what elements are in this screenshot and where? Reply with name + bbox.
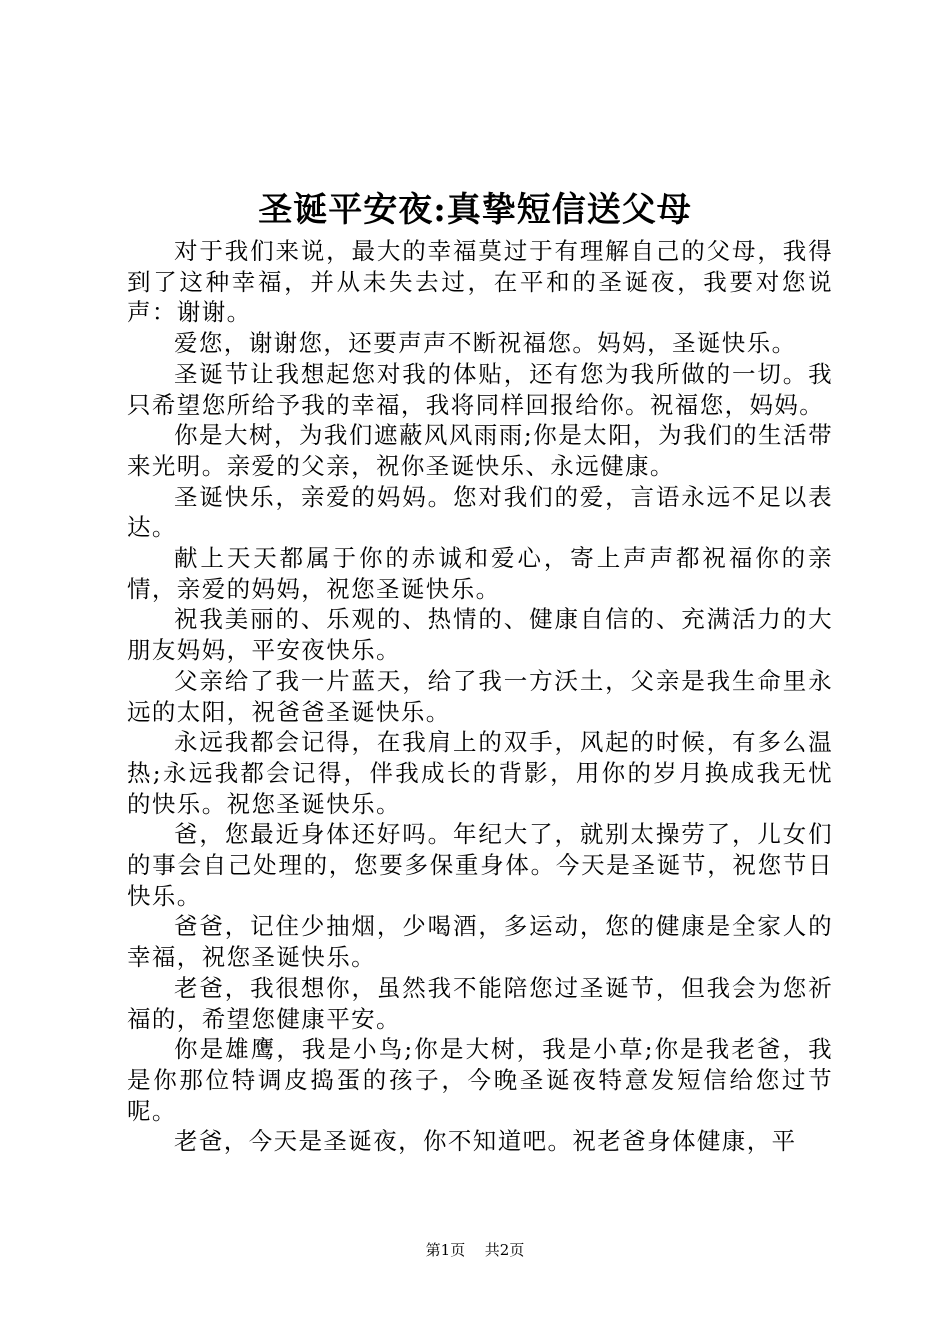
paragraph: 爸爸，记住少抽烟，少喝酒，多运动，您的健康是全家人的幸福，祝您圣诞快乐。: [127, 912, 833, 972]
paragraph: 对于我们来说，最大的幸福莫过于有理解自己的父母，我得到了这种幸福，并从未失去过，在平和的圣诞夜，我要对您说声：谢谢。: [127, 237, 833, 327]
paragraph: 你是雄鹰，我是小鸟;你是大树，我是小草;你是我老爸，我是你那位特调皮捣蛋的孩子，今晚圣诞夜特意发短信给您过节呢。: [127, 1035, 833, 1125]
paragraph: 圣诞快乐，亲爱的妈妈。您对我们的爱，言语永远不足以表达。: [127, 482, 833, 542]
page-footer: [0, 1240, 950, 1260]
paragraph: 父亲给了我一片蓝天，给了我一方沃土，父亲是我生命里永远的太阳，祝爸爸圣诞快乐。: [127, 666, 833, 726]
paragraph: 祝我美丽的、乐观的、热情的、健康自信的、充满活力的大朋友妈妈，平安夜快乐。: [127, 605, 833, 665]
page-number-total: 共2页: [484, 1241, 525, 1259]
paragraph: 献上天天都属于你的赤诚和爱心，寄上声声都祝福你的亲情，亲爱的妈妈，祝您圣诞快乐。: [127, 544, 833, 603]
page-number-current: 第1页: [425, 1241, 466, 1259]
paragraph: 永远我都会记得，在我肩上的双手，风起的时候，有多么温热;永远我都会记得，伴我成长的背影，用你的岁月换成我无忧的快乐。祝您圣诞快乐。: [127, 728, 833, 818]
paragraph: 老爸，我很想你，虽然我不能陪您过圣诞节，但我会为您祈福的，希望您健康平安。: [127, 973, 833, 1033]
paragraph: 爸，您最近身体还好吗。年纪大了，就别太操劳了，儿女们的事会自己处理的，您要多保重身体。今天是圣诞节，祝您节日快乐。: [127, 820, 833, 910]
document-body: [127, 236, 833, 1157]
paragraph: 圣诞节让我想起您对我的体贴，还有您为我所做的一切。我只希望您所给予我的幸福，我将同样回报给你。祝福您，妈妈。: [127, 359, 833, 419]
paragraph: 你是大树，为我们遮蔽风风雨雨;你是太阳，为我们的生活带来光明。亲爱的父亲，祝你圣诞快乐、永远健康。: [127, 421, 833, 480]
document-title: 圣诞平安夜:真挚短信送父母: [258, 190, 692, 230]
paragraph: 爱您，谢谢您，还要声声不断祝福您。妈妈，圣诞快乐。: [174, 329, 797, 358]
paragraph: 老爸，今天是圣诞夜，你不知道吧。祝老爸身体健康，平: [174, 1127, 797, 1156]
